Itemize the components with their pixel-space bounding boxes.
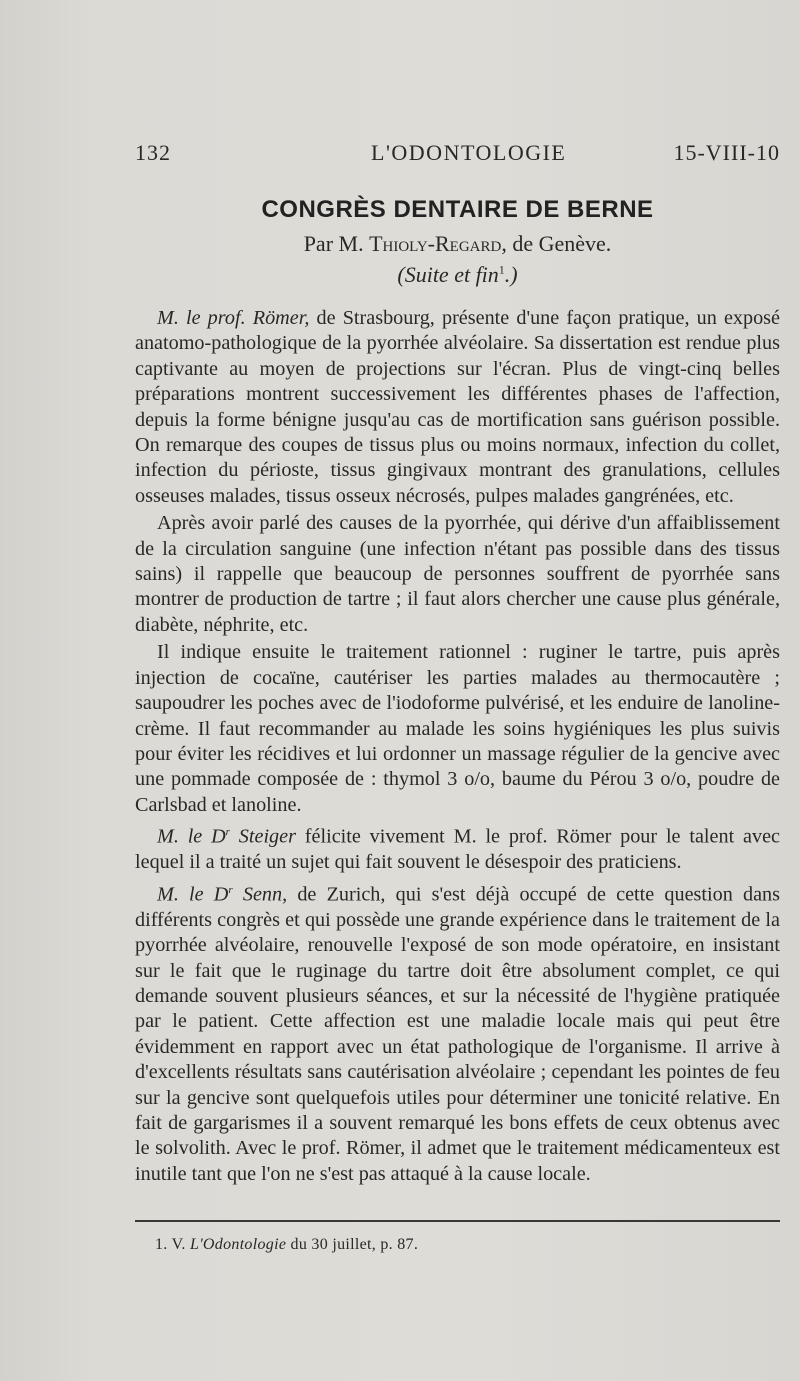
- byline-prefix: Par M.: [303, 231, 370, 256]
- paragraph-romer: [135, 306, 780, 509]
- footnote-journal: L'Odontologie: [190, 1236, 287, 1253]
- footnote-prefix: 1. V.: [155, 1236, 191, 1253]
- running-header: [135, 140, 780, 168]
- footnote-marker: 1: [498, 262, 505, 277]
- paragraph-text: Après avoir parlé des causes de la pyorrhée, qui dérive d'un affaiblissement de la circulation sanguine (une infection n'étant pas possible dans des tissus sains) il rappelle que beaucoup de personnes souffrent de pyorrhée sans montrer de production de tartre ; il faut alors chercher une cause plus générale, diabète, néphrite, etc.: [135, 512, 780, 636]
- paragraph-senn: [135, 878, 780, 1188]
- article-body: [135, 306, 780, 1187]
- continuation-text: (Suite et fin: [397, 262, 499, 287]
- speaker-name-b: Steiger: [229, 825, 296, 848]
- paragraph-treatment: [135, 640, 780, 818]
- article-byline: [135, 231, 780, 257]
- byline-suffix: , de Genève.: [501, 231, 612, 256]
- paragraph-text: félicite vivement M. le prof. Römer pour le talent avec lequel il a traité un sujet qui fait souvent le désespoir des praticiens.: [135, 825, 780, 874]
- paragraph-text: Il indique ensuite le traitement rationnel : ruginer le tartre, puis après injection de cocaïne, cautériser les parties malades au thermocautère ; saupoudrer les poches avec de l'iodoforme pulvérisé, et les enduire de lanoline-crème. Il faut recommander au malade les soins hygiéniques les plus suivis pour éviter les récidives et lui ordonner un massage régulier de la gencive avec une pommade composée de : thymol 3 o/o, baume du Pérou 3 o/o, poudre de Carlsbad et lanoline.: [135, 641, 780, 816]
- footnote: [155, 1236, 775, 1254]
- speaker-name-b: Senn,: [232, 883, 288, 906]
- paragraph-causes: [135, 511, 780, 638]
- speaker-name: M. le prof. Römer,: [157, 307, 310, 329]
- author-name: Thioly-Regard: [369, 231, 502, 256]
- paragraph-steiger: [135, 820, 780, 876]
- footnote-suffix: du 30 juillet, p. 87.: [286, 1236, 419, 1253]
- speaker-name-a: M. le D: [157, 883, 229, 906]
- paragraph-text: de Strasbourg, présente d'une façon pratique, un exposé anatomo-pathologique de la pyorrhée alvéolaire. Sa dissertation est rendue plus captivante au moyen de projections sur l'écran. Plus de vingt-cinq belles préparations montrent successivement les différentes phases de l'affection, depuis la forme bénigne jusqu'au cas de mortification sans guérison possible. On remarque des coupes de tissus plus ou moins normaux, infection du collet, infection du périoste, tissus gingivaux montrant des granulations, cellules osseuses malades, tissus osseux nécrosés, pulpes malades gangrénées, etc.: [135, 307, 780, 507]
- article-title: CONGRÈS DENTAIRE DE BERNE: [261, 196, 654, 223]
- continuation-close: .): [504, 262, 518, 287]
- speaker-title-sup: r: [228, 883, 233, 896]
- page-number: 132: [135, 140, 171, 165]
- issue-date: 15-VIII-10: [673, 140, 780, 165]
- continuation-note: [135, 262, 780, 288]
- footnote-divider: [135, 1220, 780, 1222]
- speaker-name-a: M. le D: [157, 825, 226, 848]
- speaker-title-sup: r: [225, 826, 230, 839]
- paragraph-text: de Zurich, qui s'est déjà occupé de cette question dans différents congrès et qui possède une grande expérience dans le traitement de la pyorrhée alvéolaire, renouvelle l'exposé de son mode opératoire, en insistant sur le fait que le ruginage du tartre doit être absolument complet, ce qui demande souvent plusieurs séances, et sur la nécessité de l'hygiène pratiquée par le patient. Cette affection est une maladie locale mais qui peut être évidemment en rapport avec un état pathologique de l'organisme. Il arrive à d'excellents résultats sans cautérisation alvéolaire ; cependant les pointes de feu sur la gencive sont quelquefois utiles pour déterminer une tonicité relative. En fait de gargarismes il a souvent remarqué les bons effets de ceux obtenus avec le solvolith. Avec le prof. Römer, il admet que le traitement médicamenteux est inutile tant que l'on ne s'est pas attaqué à la cause locale.: [135, 883, 780, 1185]
- journal-name: L'ODONTOLOGIE: [371, 140, 567, 165]
